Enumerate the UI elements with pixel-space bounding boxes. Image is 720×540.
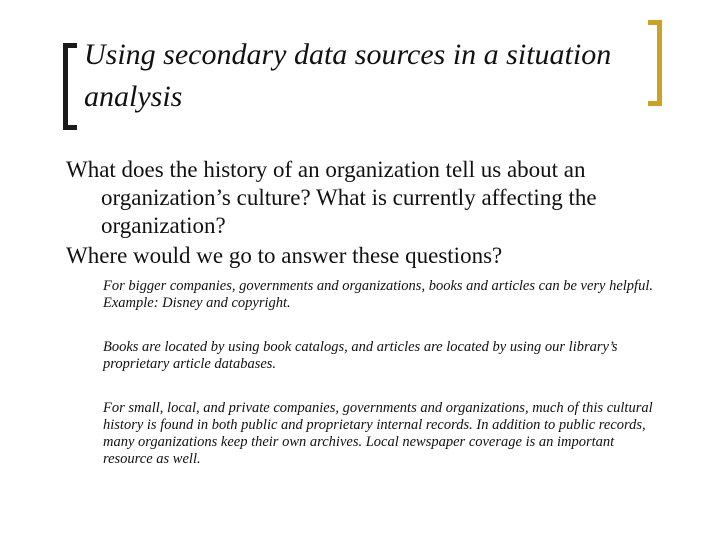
slide-title: Using secondary data sources in a situation analysis [84,38,612,113]
main-point-where: Where would we go to answer these questions? [66,243,503,268]
sub-point-list [103,278,663,495]
right-bracket-bottom [648,101,662,106]
sub-point-small-companies: For small, local, and private companies, governments and organizations, much of this cultural history is found in both public and proprietary internal records. In addition to public records, many organizations keep their own archives. Local newspaper coverage is an important resource as well. [103,400,653,467]
right-bracket-decoration [648,20,662,106]
right-bracket-top [648,20,662,25]
main-point-list [66,156,666,272]
sub-point-books-articles: Books are located by using book catalogs, and articles are located by using our library’s proprietary article databases. [103,339,618,372]
left-bracket-vertical [63,43,68,130]
sub-point-bigger-companies: For bigger companies, governments and organizations, books and articles can be very helpful. Example: Disney and copyright. [103,278,653,311]
left-bracket-decoration [63,43,77,130]
right-bracket-vertical [657,20,662,106]
left-bracket-top [63,43,77,48]
left-bracket-bottom [63,125,77,130]
main-point-history: What does the history of an organization tell us about an organization’s culture? What is currently affecting the organization? [66,157,597,238]
